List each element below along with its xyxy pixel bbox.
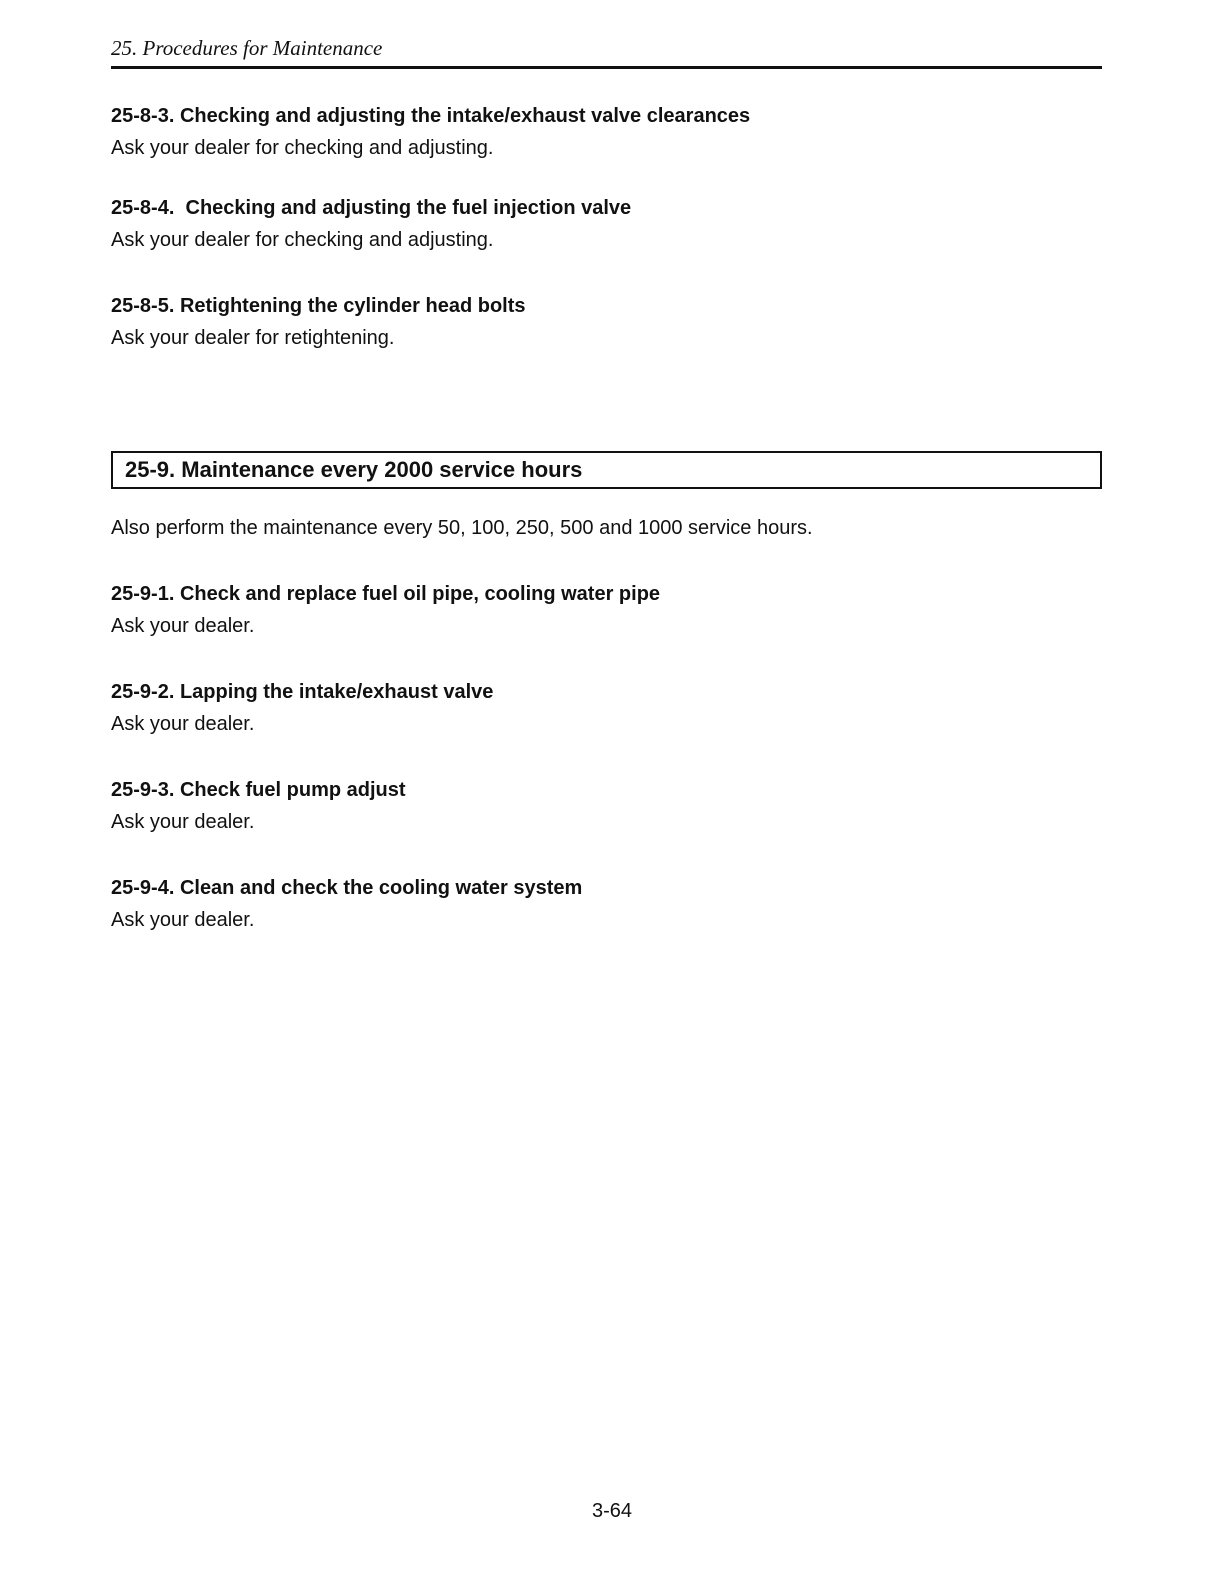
section-number: 25-8-3. <box>111 105 175 127</box>
section-title: Check and replace fuel oil pipe, cooling water pipe <box>179 583 661 605</box>
section-25-8-3 <box>111 103 1102 161</box>
main-section-heading-box <box>111 451 1102 489</box>
section-body: Ask your dealer for checking and adjusting. <box>111 137 494 159</box>
section-number: 25-9-4. <box>111 877 175 899</box>
section-25-9-1 <box>111 581 1102 639</box>
section-number: 25-8-4. <box>111 197 175 219</box>
section-title: Checking and adjusting the fuel injection valve <box>185 197 632 219</box>
section-number: 25-9-1. <box>111 583 175 605</box>
section-number: 25-9-2. <box>111 681 175 703</box>
main-section-title: 25-9. Maintenance every 2000 service hours <box>125 457 583 482</box>
page-header <box>111 34 1102 69</box>
section-title: Checking and adjusting the intake/exhaust valve clearances <box>179 105 751 127</box>
section-body: Ask your dealer for checking and adjusting. <box>111 229 494 251</box>
section-25-9-2 <box>111 679 1102 737</box>
section-body: Ask your dealer. <box>111 909 255 931</box>
section-25-8-4 <box>111 195 1102 253</box>
section-heading <box>111 103 1102 129</box>
section-heading <box>111 777 1102 803</box>
section-25-8-5 <box>111 293 1102 351</box>
section-title: Check fuel pump adjust <box>179 779 406 801</box>
section-body: Ask your dealer. <box>111 811 255 833</box>
section-body: Ask your dealer for retightening. <box>111 327 395 349</box>
section-body: Ask your dealer. <box>111 615 255 637</box>
section-heading <box>111 581 1102 607</box>
section-25-9-4 <box>111 875 1102 933</box>
section-heading <box>111 679 1102 705</box>
section-heading <box>111 875 1102 901</box>
section-heading <box>111 195 1102 221</box>
page-header-title: 25. Procedures for Maintenance <box>111 36 383 60</box>
section-title: Retightening the cylinder head bolts <box>179 295 526 317</box>
section-heading <box>111 293 1102 319</box>
section-title: Lapping the intake/exhaust valve <box>179 681 494 703</box>
page-number: 3-64 <box>591 1500 633 1522</box>
section-body: Ask your dealer. <box>111 713 255 735</box>
section-title: Clean and check the cooling water system <box>179 877 583 899</box>
section-number: 25-8-5. <box>111 295 175 317</box>
section-25-9-3 <box>111 777 1102 835</box>
main-section-intro: Also perform the maintenance every 50, 100, 250, 500 and 1000 service hours. <box>111 517 813 539</box>
section-number: 25-9-3. <box>111 779 175 801</box>
